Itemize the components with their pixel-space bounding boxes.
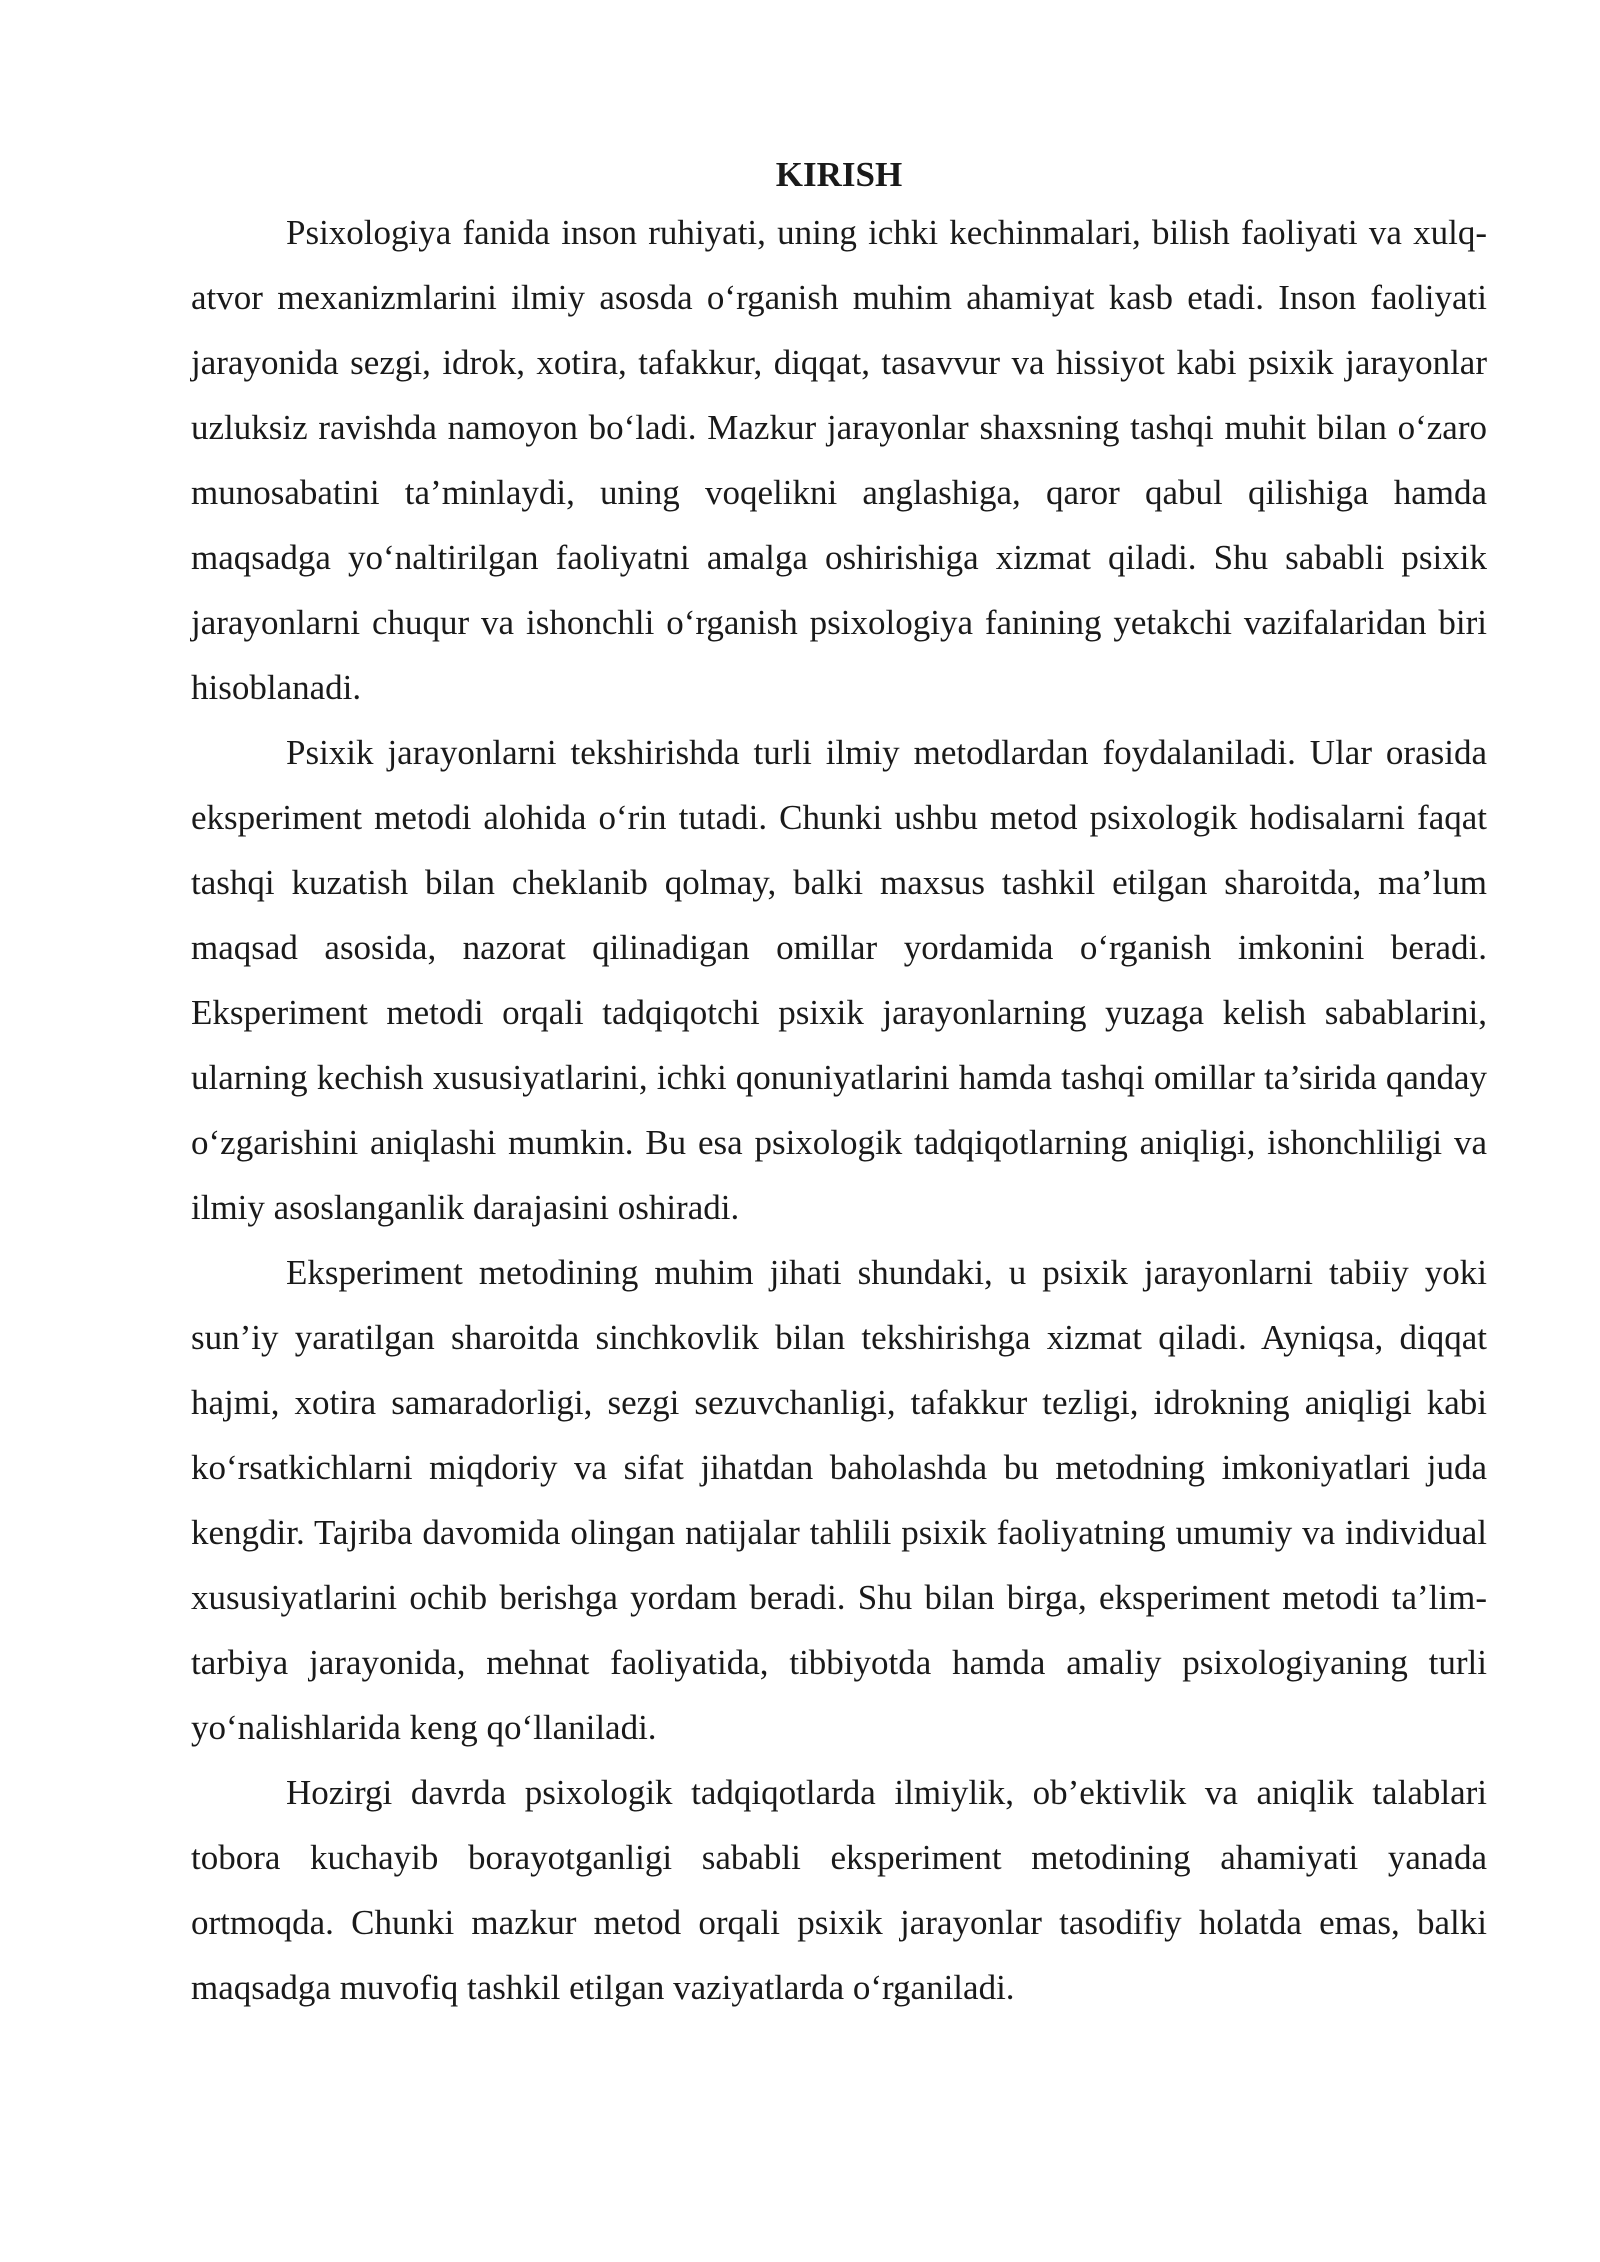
paragraph-3: Eksperiment metodining muhim jihati shundaki, u psixik jarayonlarni tabiiy yoki sun’iy yaratilgan sharoitda sinchkovlik bilan tekshirishga xizmat qiladi. Ayniqsa, diqqat hajmi, xotira samaradorligi, sezgi sezuvchanligi, tafakkur tezligi, idrokning aniqligi kabi ko‘rsatkichlarni miqdoriy va sifat jihatdan baholashda bu metodning imkoniyatlari juda kengdir. Tajriba davomida olingan natijalar tahlili psixik faoliyatning umumiy va individual xususiyatlarini ochib berishga yordam beradi. Shu bilan birga, eksperiment metodi ta’lim-tarbiya jarayonida, mehnat faoliyatida, tibbiyotda hamda amaliy psixologiyaning turli yo‘nalishlarida keng qo‘llaniladi. <box>191 1253 1487 1747</box>
paragraph-2: Psixik jarayonlarni tekshirishda turli ilmiy metodlardan foydalaniladi. Ular orasida eksperiment metodi alohida o‘rin tutadi. Chunki ushbu metod psixologik hodisalarni faqat tashqi kuzatish bilan cheklanib qolmay, balki maxsus tashkil etilgan sharoitda, ma’lum maqsad asosida, nazorat qilinadigan omillar yordamida o‘rganish imkonini beradi. Eksperiment metodi orqali tadqiqotchi psixik jarayonlarning yuzaga kelish sabablarini, ularning kechish xususiyatlarini, ichki qonuniyatlarini hamda tashqi omillar ta’sirida qanday o‘zgarishini aniqlashi mumkin. Bu esa psixologik tadqiqotlarning aniqligi, ishonchliligi va ilmiy asoslanganlik darajasini oshiradi. <box>191 733 1487 1227</box>
section-title: KIRISH <box>775 155 903 194</box>
document-body <box>191 150 1487 2020</box>
paragraph-1: Psixologiya fanida inson ruhiyati, uning ichki kechinmalari, bilish faoliyati va xulq-atvor mexanizmlarini ilmiy asosda o‘rganish muhim ahamiyat kasb etadi. Inson faoliyati jarayonida sezgi, idrok, xotira, tafakkur, diqqat, tasavvur va hissiyot kabi psixik jarayonlar uzluksiz ravishda namoyon bo‘ladi. Mazkur jarayonlar shaxsning tashqi muhit bilan o‘zaro munosabatini ta’minlaydi, uning voqelikni anglashiga, qaror qabul qilishiga hamda maqsadga yo‘naltirilgan faoliyatni amalga oshirishiga xizmat qiladi. Shu sababli psixik jarayonlarni chuqur va ishonchli o‘rganish psixologiya fanining yetakchi vazifalaridan biri hisoblanadi. <box>191 213 1487 707</box>
paragraph-4: Hozirgi davrda psixologik tadqiqotlarda ilmiylik, ob’ektivlik va aniqlik talablari tobora kuchayib borayotganligi sababli eksperiment metodining ahamiyati yanada ortmoqda. Chunki mazkur metod orqali psixik jarayonlar tasodifiy holatda emas, balki maqsadga muvofiq tashkil etilgan vaziyatlarda o‘rganiladi. <box>191 1773 1487 2007</box>
